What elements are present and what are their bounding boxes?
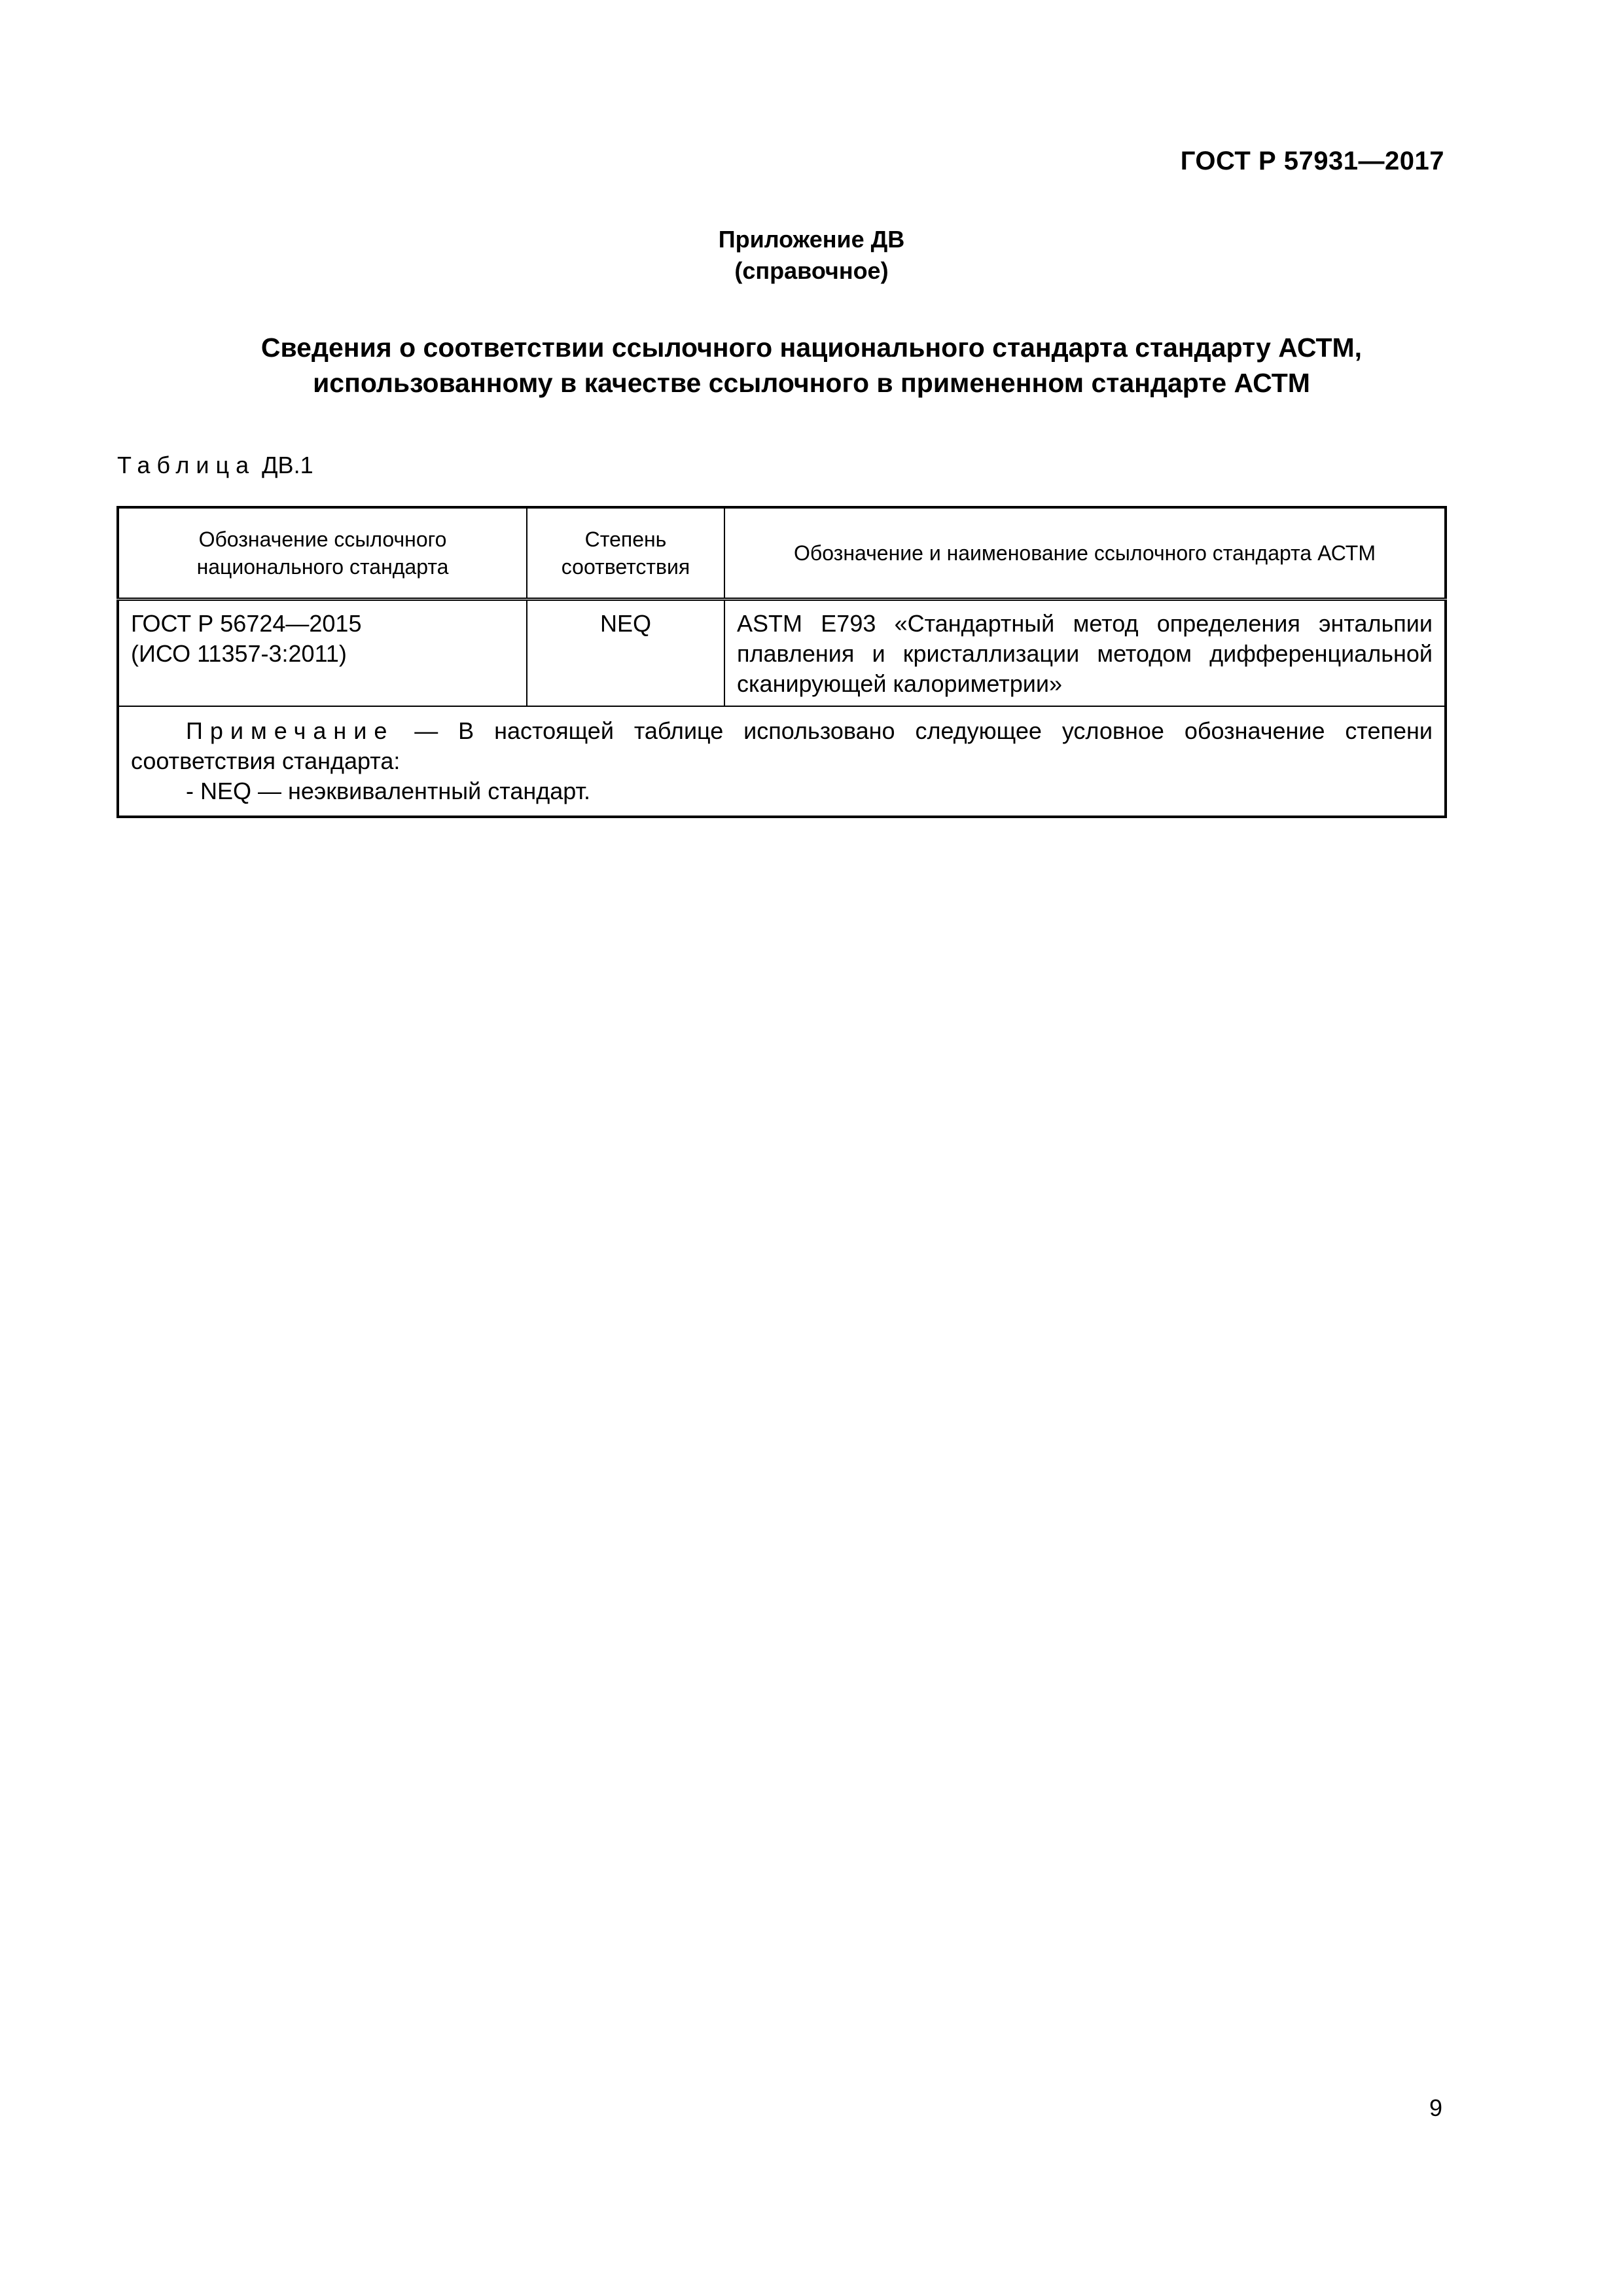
document-code: ГОСТ Р 57931—2017 (1180, 147, 1444, 175)
table-row (118, 600, 1446, 707)
designation-iso: (ИСО 11357-3:2011) (131, 640, 347, 667)
note-text: — В настоящей таблице использовано следующее условное обозначение степени соответствия стандарта: (131, 717, 1433, 774)
table-header-row (118, 507, 1446, 600)
page-number: 9 (1429, 2094, 1442, 2121)
annex-title: Приложение ДВ (718, 226, 905, 253)
section-title (0, 330, 1623, 401)
table-body (118, 600, 1446, 817)
annex-kind: (справочное) (734, 257, 889, 284)
cell-designation (118, 600, 527, 707)
note-label: Примечание (186, 717, 395, 744)
note-item: - NEQ — неэквивалентный стандарт. (186, 778, 591, 804)
header-astm: Обозначение и наименование ссылочного стандарта АСТМ (724, 507, 1446, 600)
cell-degree: NEQ (527, 600, 724, 707)
cell-astm-name: ASTM E793 «Стандартный метод определения энтальпии плавления и кристаллизации методом дифференциальной сканирующей калориметрии» (724, 600, 1446, 707)
table-header (118, 507, 1446, 600)
table-caption (117, 452, 313, 479)
table-note (118, 706, 1446, 817)
table-caption-number: ДВ.1 (262, 452, 313, 478)
note-paragraph (131, 716, 1433, 776)
section-title-line-2: использованному в качестве ссылочного в примененном стандарте АСТМ (313, 368, 1310, 398)
reference-table (116, 506, 1447, 818)
header-degree: Степень соответствия (527, 507, 724, 600)
section-title-line-1: Сведения о соответствии ссылочного национального стандарта стандарту АСТМ, (260, 332, 1363, 363)
header-designation: Обозначение ссылочного национального стандарта (118, 507, 527, 600)
designation-gost: ГОСТ Р 56724—2015 (131, 610, 362, 637)
annex-heading (0, 224, 1623, 287)
table-note-row (118, 706, 1446, 817)
table-caption-label: Таблица (117, 452, 256, 478)
